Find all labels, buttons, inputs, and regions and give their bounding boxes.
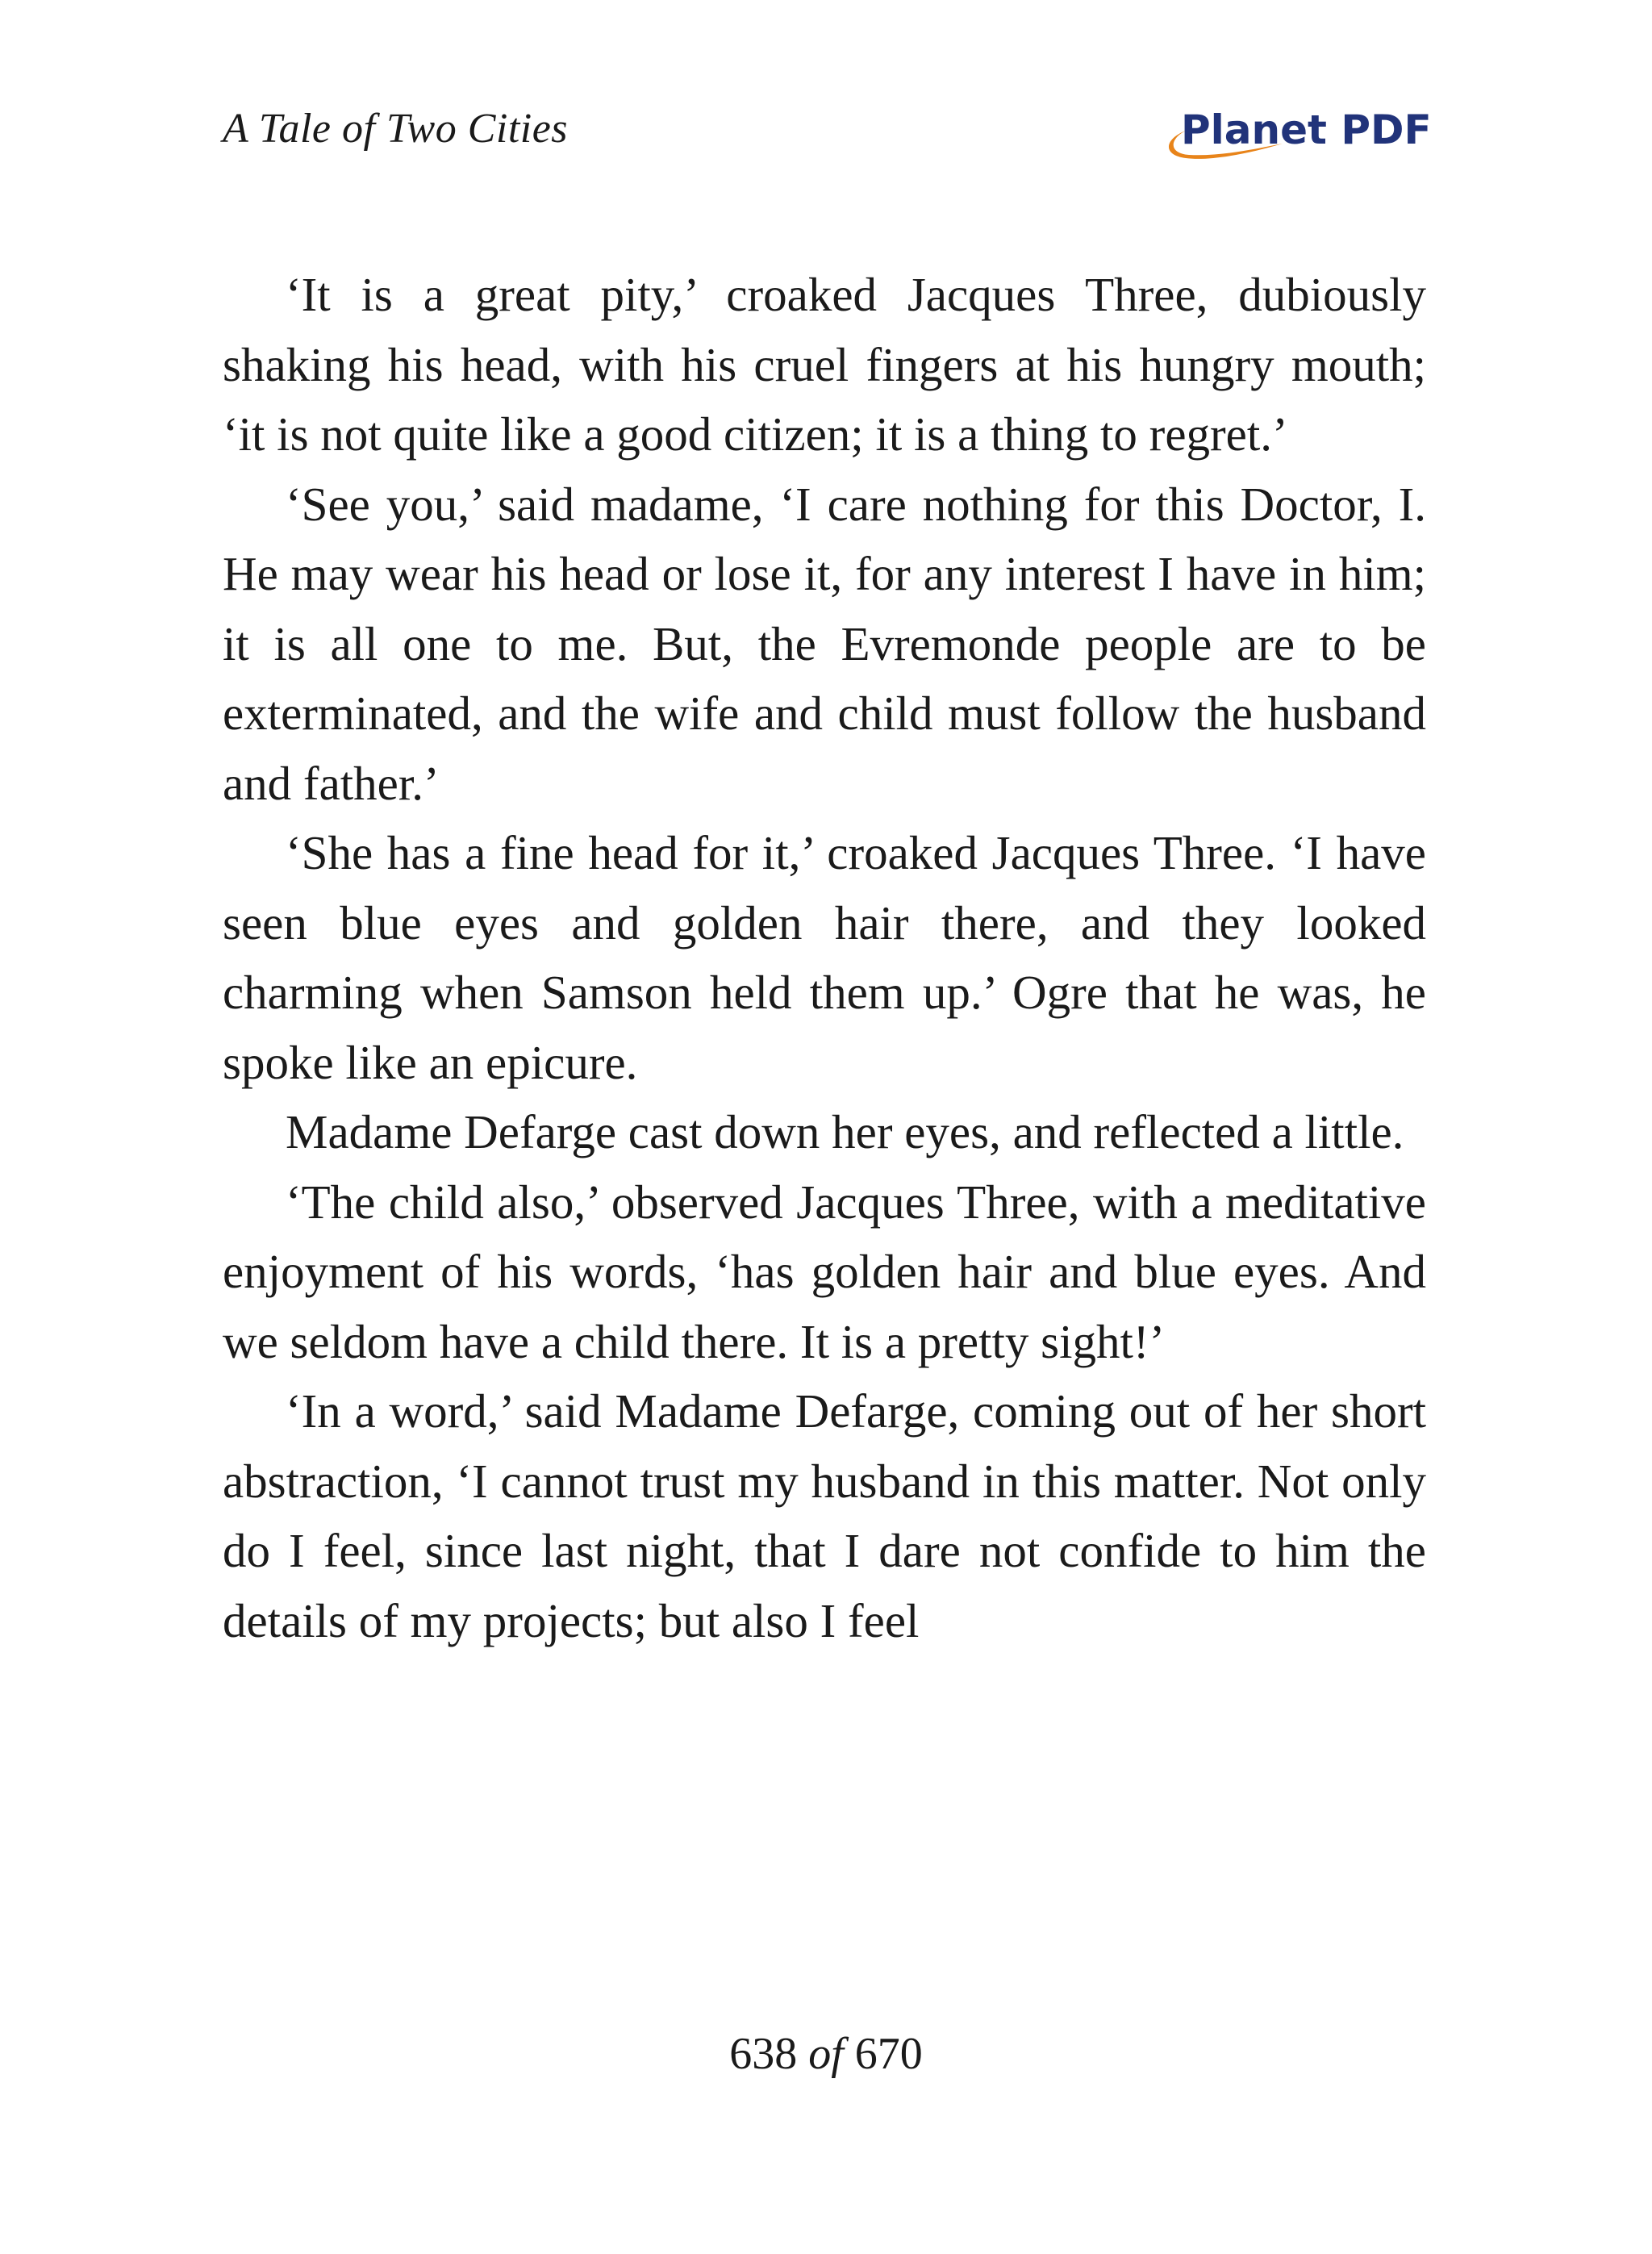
total-pages: 670 (854, 2029, 923, 2079)
paragraph: ‘See you,’ said madame, ‘I care nothing for this Doctor, I. He may wear his head or lose it, for any interest I have in him; it is all one to me. But, the Evremonde people are to be exterminated, and the wife and child must follow the husband and father.’ (223, 477, 1426, 810)
page-number (0, 2028, 1652, 2080)
paragraph: ‘She has a fine head for it,’ croaked Jacques Three. ‘I have seen blue eyes and golden hair there, and they looked charming when Samson held them up.’ Ogre that he was, he spoke like an epicure. (223, 826, 1426, 1089)
paragraph: ‘It is a great pity,’ croaked Jacques Three, dubiously shaking his head, with his cruel fingers at his hungry mouth; ‘it is not quite like a good citizen; it is a thing to regret.’ (223, 268, 1426, 461)
paragraph: ‘The child also,’ observed Jacques Three, with a meditative enjoyment of his words, ‘has golden hair and blue eyes. And we seldom have a child there. It is a pretty sight!’ (223, 1175, 1426, 1368)
paragraph: ‘In a word,’ said Madame Defarge, coming out of her short abstraction, ‘I cannot trust my husband in this matter. Not only do I feel, since last night, that I dare not confide to him the details of my projects; but also I feel (223, 1384, 1426, 1647)
page-of-label: of (808, 2029, 844, 2079)
planet-pdf-logo (1162, 103, 1432, 168)
logo-text: Planet PDF (1181, 106, 1432, 153)
current-page: 638 (729, 2029, 798, 2079)
page-body (223, 260, 1426, 1655)
paragraph: Madame Defarge cast down her eyes, and reflected a little. (286, 1105, 1404, 1158)
running-title: A Tale of Two Cities (223, 106, 569, 152)
